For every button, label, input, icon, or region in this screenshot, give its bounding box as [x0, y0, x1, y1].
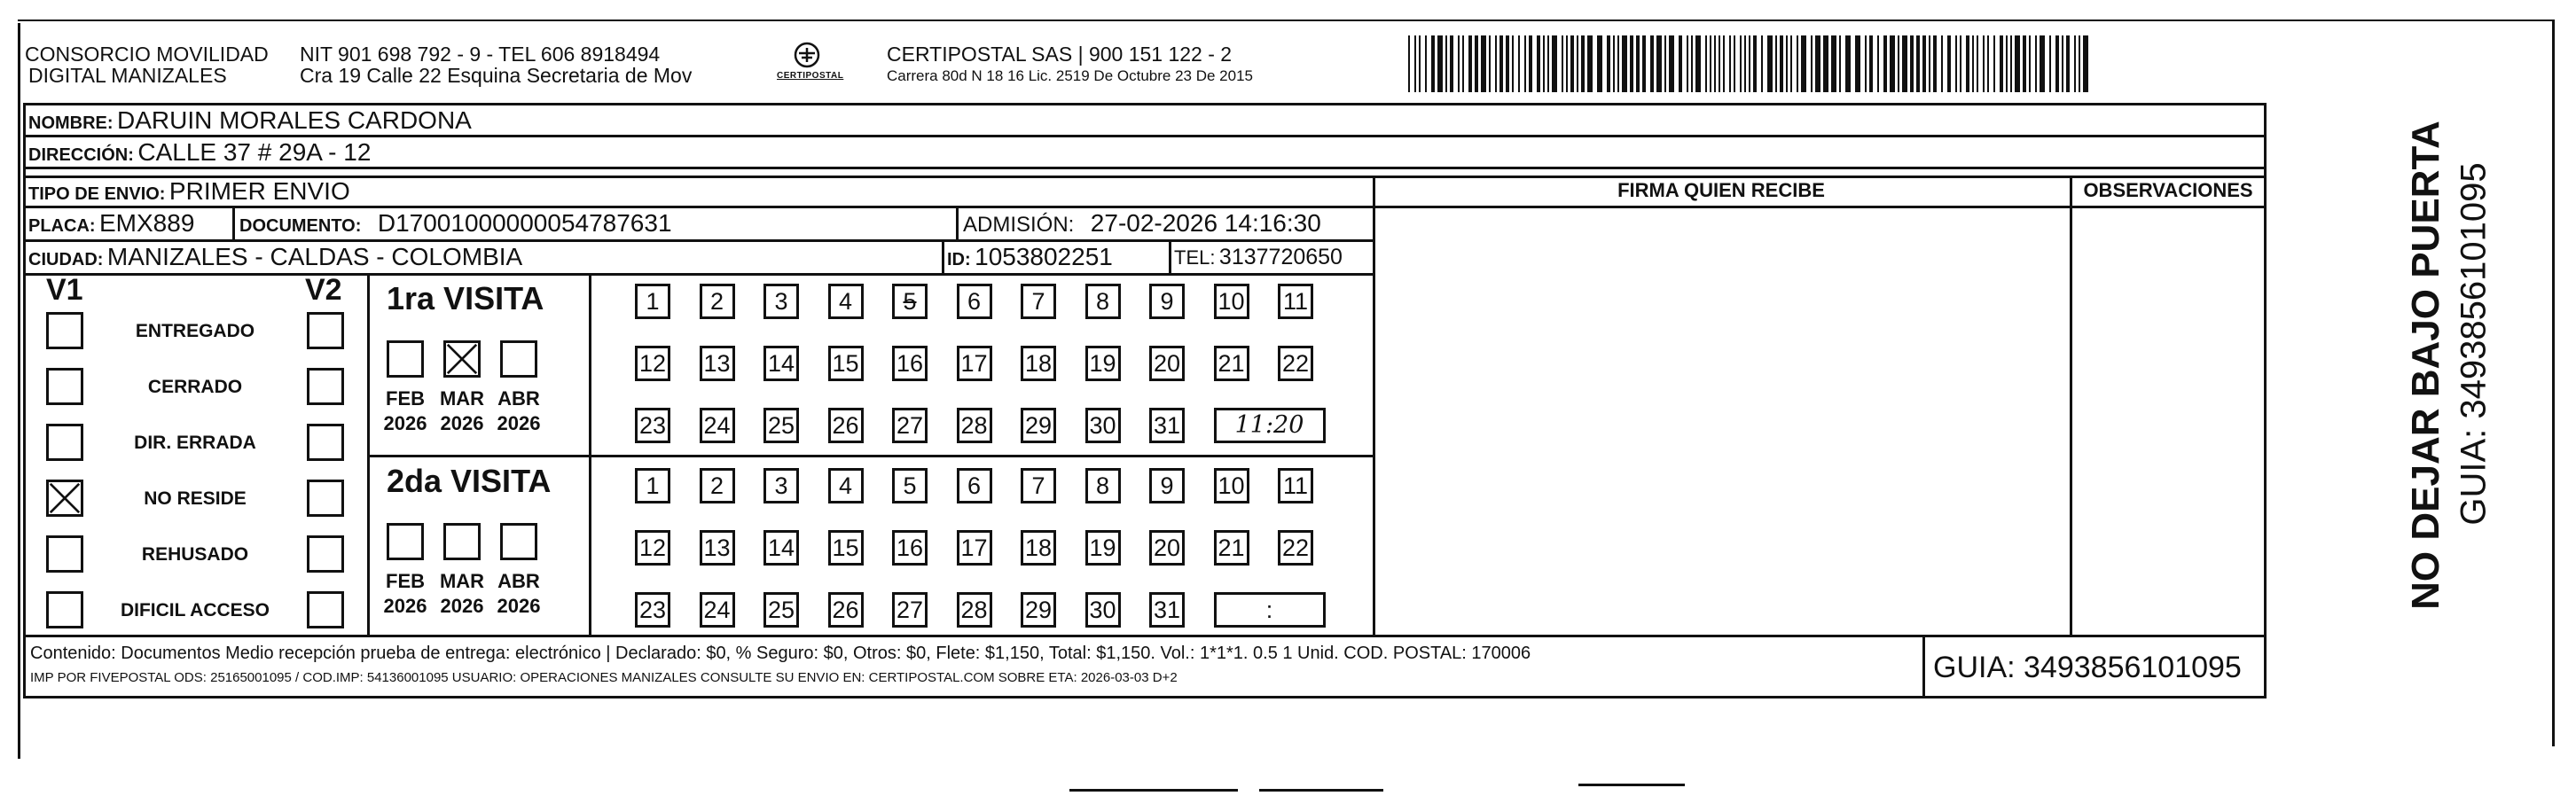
col-line-tel	[1169, 239, 1171, 275]
day-box[interactable]: 31	[1149, 592, 1185, 628]
month-checkbox[interactable]	[500, 340, 537, 378]
month-checkbox[interactable]	[500, 523, 537, 560]
certipostal-logo	[771, 41, 842, 90]
day-box[interactable]: 23	[635, 592, 670, 628]
day-box[interactable]: 29	[1021, 592, 1056, 628]
day-box[interactable]: 7	[1021, 284, 1056, 319]
ciudad-field	[28, 243, 522, 271]
imp-line: IMP POR FIVEPOSTAL ODS: 25165001095 / COD.IMP: 54136001095 USUARIO: OPERACIONES MANIZALES CONSULTE SU ENVIO EN: CERTIPOSTAL.COM SOBRE ETA: 2026-03-03 D+2	[30, 670, 1178, 685]
month-label	[380, 386, 431, 436]
day-box[interactable]: 15	[828, 530, 864, 566]
tipo-envio-label: TIPO DE ENVIO:	[28, 184, 166, 204]
day-box[interactable]: 9	[1149, 284, 1185, 319]
footer-guia: GUIA: 3493856101095	[1933, 651, 2242, 684]
observaciones-area[interactable]	[2073, 209, 2263, 635]
day-box[interactable]: 19	[1085, 346, 1121, 381]
day-box[interactable]: 3	[763, 468, 799, 503]
footer-top-line	[23, 635, 2267, 637]
month-label	[493, 569, 544, 619]
day-box[interactable]: 9	[1149, 468, 1185, 503]
day-box[interactable]: 21	[1214, 346, 1249, 381]
visit-split-line	[367, 455, 1375, 457]
time-box[interactable]: 11:20	[1214, 408, 1326, 443]
col-line-adm	[956, 206, 959, 241]
footer-guia-line	[1922, 635, 1925, 698]
day-box[interactable]: 11	[1278, 284, 1313, 319]
direccion-field	[28, 138, 371, 167]
time-box[interactable]: :	[1214, 592, 1326, 628]
day-box[interactable]: 14	[763, 530, 799, 566]
frame-left	[18, 23, 20, 759]
status-label: DIR. ERRADA	[134, 433, 256, 453]
day-box[interactable]: 29	[1021, 408, 1056, 443]
day-box[interactable]: 11	[1278, 468, 1313, 503]
day-box[interactable]: 14	[763, 346, 799, 381]
day-box[interactable]: 22	[1278, 530, 1313, 566]
col-line-obs	[2070, 176, 2072, 636]
month-label	[436, 386, 488, 436]
day-box[interactable]: 7	[1021, 468, 1056, 503]
id-label: ID:	[947, 250, 971, 269]
v2-checkbox[interactable]	[307, 424, 344, 461]
month-checkbox[interactable]	[387, 340, 424, 378]
month-name: FEB	[386, 387, 425, 410]
tipo-envio-value: PRIMER ENVIO	[168, 177, 350, 205]
row-line-5	[23, 239, 1375, 242]
row-line-firma	[1373, 206, 2267, 208]
day-box[interactable]: 17	[957, 346, 992, 381]
admision-field	[963, 209, 1321, 238]
company-line1: CONSORCIO MOVILIDAD	[25, 43, 269, 66]
v1-checkbox[interactable]	[46, 424, 83, 461]
day-box[interactable]: 13	[700, 346, 735, 381]
status-label: CERRADO	[147, 377, 243, 397]
nombre-label: NOMBRE:	[28, 113, 114, 133]
day-box[interactable]: 22	[1278, 346, 1313, 381]
barcode	[1408, 35, 2100, 92]
row-line-2	[23, 167, 2267, 169]
month-label	[380, 569, 431, 619]
day-box[interactable]: 27	[892, 408, 928, 443]
scan-mark	[1259, 789, 1383, 792]
day-box[interactable]: 23	[635, 408, 670, 443]
month-checkbox[interactable]	[387, 523, 424, 560]
v2-checkbox[interactable]	[307, 591, 344, 628]
nit-line: NIT 901 698 792 - 9 - TEL 606 8918494	[300, 43, 661, 66]
x-mark-icon	[446, 343, 478, 375]
month-year: 2026	[440, 412, 484, 434]
tel-value: 3137720650	[1218, 245, 1343, 269]
col-line-doc	[232, 206, 235, 241]
month-name: ABR	[497, 570, 540, 592]
status-label: ENTREGADO	[135, 321, 255, 341]
day-box[interactable]: 12	[635, 346, 670, 381]
day-box[interactable]: 27	[892, 592, 928, 628]
tel-label: TEL:	[1174, 246, 1216, 269]
placa-label: PLACA:	[28, 216, 96, 236]
company-line2: DIGITAL MANIZALES	[28, 64, 227, 87]
day-box[interactable]: 10	[1214, 468, 1249, 503]
day-box[interactable]: 15	[828, 346, 864, 381]
day-box[interactable]: 20	[1149, 346, 1185, 381]
day-box[interactable]: 2	[700, 468, 735, 503]
v1-checkbox[interactable]	[46, 591, 83, 628]
id-value: 1053802251	[975, 243, 1113, 270]
first-visit-title: 1ra VISITA	[387, 280, 544, 316]
row-line-3	[23, 176, 2267, 178]
month-year: 2026	[383, 595, 427, 617]
day-box[interactable]: 25	[763, 592, 799, 628]
certipostal-line2: Carrera 80d N 18 16 Lic. 2519 De Octubre 23 De 2015	[887, 67, 1253, 84]
day-box[interactable]: 31	[1149, 408, 1185, 443]
day-box[interactable]: 8	[1085, 468, 1121, 503]
no-dejar-bajo-puerta: NO DEJAR BAJO PUERTA	[2404, 121, 2447, 610]
month-label	[436, 569, 488, 619]
nombre-value: DARUIN MORALES CARDONA	[117, 106, 472, 134]
documento-label: DOCUMENTO:	[239, 216, 362, 236]
firma-area[interactable]	[1376, 209, 2068, 635]
day-box[interactable]: 6	[957, 284, 992, 319]
day-box[interactable]: 19	[1085, 530, 1121, 566]
day-box[interactable]: 10	[1214, 284, 1249, 319]
v1-checkbox[interactable]	[46, 535, 83, 573]
day-box[interactable]: 18	[1021, 346, 1056, 381]
day-box[interactable]: 5	[892, 468, 928, 503]
direccion-label: DIRECCIÓN:	[28, 145, 134, 165]
day-box[interactable]: 20	[1149, 530, 1185, 566]
day-box[interactable]: 8	[1085, 284, 1121, 319]
day-box[interactable]: 3	[763, 284, 799, 319]
direccion-value: CALLE 37 # 29A - 12	[137, 138, 372, 166]
ciudad-label: CIUDAD:	[28, 250, 104, 269]
v2-checkbox[interactable]	[307, 368, 344, 405]
documento-field	[239, 209, 672, 238]
address-line: Cra 19 Calle 22 Esquina Secretaria de Mov	[300, 64, 693, 87]
frame-top	[18, 20, 2554, 21]
certipostal-logo-icon	[771, 41, 842, 90]
row-line-1	[23, 135, 2267, 137]
day-box[interactable]: 24	[700, 408, 735, 443]
month-name: MAR	[439, 387, 485, 410]
month-name: MAR	[439, 570, 485, 592]
month-name: FEB	[386, 570, 425, 592]
day-box[interactable]: 6	[957, 468, 992, 503]
day-box[interactable]: 26	[828, 592, 864, 628]
tel-field	[1174, 245, 1343, 270]
day-box[interactable]: 26	[828, 408, 864, 443]
status-label: NO RESIDE	[144, 488, 247, 509]
day-box[interactable]: 5	[892, 284, 928, 319]
placa-field	[28, 209, 194, 238]
nombre-field	[28, 106, 472, 135]
month-name: ABR	[497, 387, 540, 410]
day-box[interactable]: 17	[957, 530, 992, 566]
day-box[interactable]: 28	[957, 408, 992, 443]
side-guia: GUIA: 3493856101095	[2454, 162, 2494, 526]
day-box[interactable]: 21	[1214, 530, 1249, 566]
day-box[interactable]: 18	[1021, 530, 1056, 566]
v1-checkbox[interactable]	[46, 368, 83, 405]
day-box[interactable]: 1	[635, 284, 670, 319]
v2-label: V2	[305, 273, 342, 307]
status-label: DIFICIL ACCESO	[120, 600, 270, 620]
scan-mark	[1069, 789, 1238, 792]
ciudad-value: MANIZALES - CALDAS - COLOMBIA	[106, 243, 523, 270]
day-box[interactable]: 25	[763, 408, 799, 443]
day-box[interactable]: 30	[1085, 408, 1121, 443]
id-field	[947, 243, 1113, 271]
col-line-id	[942, 239, 944, 275]
v1-checkbox[interactable]	[46, 480, 83, 517]
month-label	[493, 386, 544, 436]
month-year: 2026	[440, 595, 484, 617]
day-box[interactable]: 4	[828, 468, 864, 503]
day-box[interactable]: 28	[957, 592, 992, 628]
month-checkbox[interactable]	[443, 340, 481, 378]
day-box[interactable]: 1	[635, 468, 670, 503]
col-line-firma	[1373, 176, 1375, 636]
month-year: 2026	[497, 412, 541, 434]
scan-mark	[1578, 784, 1685, 786]
month-year: 2026	[497, 595, 541, 617]
day-box[interactable]: 16	[892, 346, 928, 381]
day-box[interactable]: 16	[892, 530, 928, 566]
row-line-4	[23, 206, 1375, 208]
placa-value: EMX889	[99, 209, 195, 237]
second-visit-title: 2da VISITA	[387, 463, 552, 499]
frame-right	[2552, 20, 2555, 746]
day-box[interactable]: 24	[700, 592, 735, 628]
documento-value: D17001000000054787631	[377, 209, 672, 237]
day-box[interactable]: 12	[635, 530, 670, 566]
day-box[interactable]: 4	[828, 284, 864, 319]
certipostal-line1: CERTIPOSTAL SAS | 900 151 122 - 2	[887, 43, 1233, 66]
day-box[interactable]: 30	[1085, 592, 1121, 628]
v2-checkbox[interactable]	[307, 312, 344, 349]
certipostal-logo-text: CERTIPOSTAL	[777, 71, 844, 81]
v1-label: V1	[46, 273, 83, 307]
x-mark-icon	[49, 482, 81, 514]
month-checkbox[interactable]	[443, 523, 481, 560]
observaciones-label: OBSERVACIONES	[2083, 179, 2253, 201]
tipo-envio-field	[28, 177, 350, 206]
admision-label: ADMISIÓN:	[963, 213, 1075, 237]
contenido-line: Contenido: Documentos Medio recepción prueba de entrega: electrónico | Declarado: $0, % Seguro: $0, Otros: $0, Flete: $1,150, Total: $1,150. Vol.: 1*1*1. 0.5 1 Unid. COD. POSTAL: 170006	[30, 644, 1531, 663]
day-box[interactable]: 13	[700, 530, 735, 566]
v2-checkbox[interactable]	[307, 535, 344, 573]
row-line-6	[23, 273, 1375, 276]
day-box[interactable]: 2	[700, 284, 735, 319]
firma-label: FIRMA QUIEN RECIBE	[1617, 179, 1825, 201]
v2-checkbox[interactable]	[307, 480, 344, 517]
admision-value: 27-02-2026 14:16:30	[1090, 209, 1321, 237]
status-label: REHUSADO	[141, 544, 249, 565]
v1-checkbox[interactable]	[46, 312, 83, 349]
month-year: 2026	[383, 412, 427, 434]
